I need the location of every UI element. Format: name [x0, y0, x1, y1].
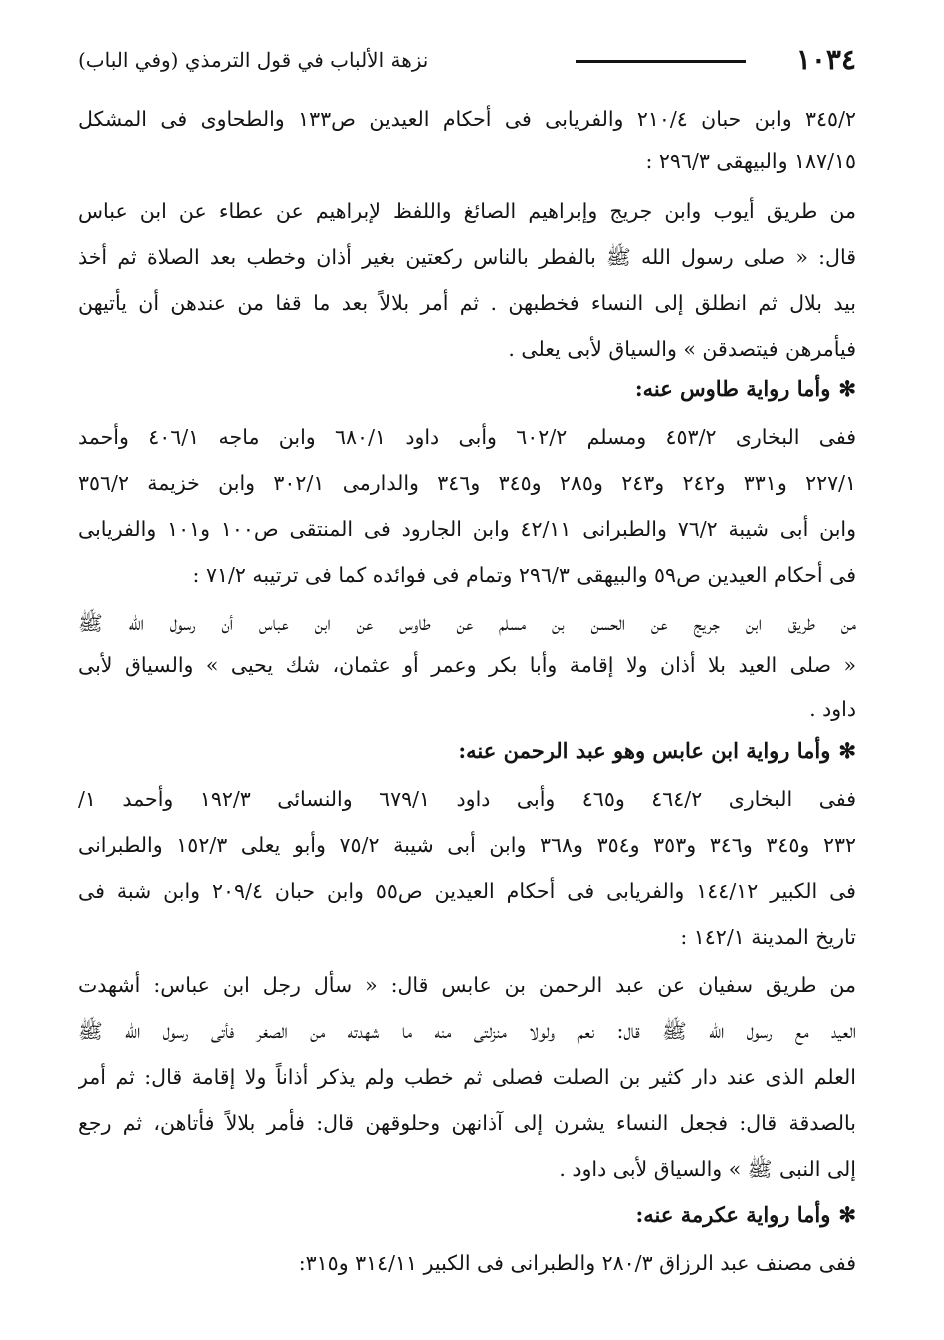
- asterisk-icon: ✻: [838, 1202, 856, 1227]
- header-rule: [576, 60, 746, 63]
- text-line: تاريخ المدينة ١٤٢/١ :: [680, 925, 856, 949]
- text-line: ففى مصنف عبد الرزاق ٢٨٠/٣ والطبرانى فى الكبير ٣١٤/١١ و٣١٥:: [298, 1251, 856, 1275]
- text-line: ٣٤٥/٢ وابن حبان ٢١٠/٤ والفريابى فى أحكام العيدين ص١٣٣ والطحاوى فى المشكل: [78, 107, 856, 131]
- text-line: ففى البخارى ٤٦٤/٢ و٤٦٥ وأبى داود ٦٧٩/١ والنسائى ١٩٢/٣ وأحمد ١/: [78, 787, 856, 811]
- text-line: ففى البخارى ٤٥٣/٢ ومسلم ٦٠٢/٢ وأبى داود ٦٨٠/١ وابن ماجه ٤٠٦/١ وأحمد: [78, 425, 856, 449]
- page-number: ١٠٣٤: [795, 43, 856, 76]
- text-line: بيد بلال ثم انطلق إلى النساء فخطبهن . ثم أمر بلالاً بعد ما قفا من عندهن أن يأتيهن: [78, 291, 856, 315]
- text-line: فى الكبير ١٤٤/١٢ والفريابى فى أحكام العيدين ص٥٥ وابن حبان ٢٠٩/٤ وابن شبة فى: [78, 879, 856, 903]
- heading-text: وأما رواية طاوس عنه:: [634, 376, 831, 401]
- text-line: قال: « صلى رسول الله ﷺ بالفطر بالناس ركعتين بغير أذان وخطب بعد الصلاة ثم أخذ: [78, 245, 856, 269]
- section-heading-tawus: [78, 364, 856, 414]
- heading-text: وأما رواية ابن عابس وهو عبد الرحمن عنه:: [458, 738, 831, 763]
- section-heading-ibn-abis: [78, 726, 856, 776]
- text-line: داود .: [809, 697, 856, 721]
- text-line: ٢٢٧/١ و٣٣١ و٢٤٢ و٢٤٣ و٢٨٥ و٣٤٥ و٣٤٦ والدارمى ٣٠٢/١ وابن خزيمة ٣٥٦/٢: [78, 471, 856, 495]
- book-title: نزهة الألباب في قول الترمذي (وفي الباب): [78, 48, 429, 72]
- text-line: العيد مع رسول الله ﷺ قال: نعم ولولا منزلتى منه ما شهدته من الصغر فأتى رسول الله ﷺ: [78, 1019, 856, 1043]
- text-line: وابن أبى شيبة ٧٦/٢ والطبرانى ٤٢/١١ وابن الجارود فى المنتقى ص١٠٠ و١٠١ والفريابى: [78, 517, 856, 541]
- text-line: العلم الذى عند دار كثير بن الصلت فصلى ثم خطب ولم يذكر أذاناً ولا إقامة قال: ثم أمر: [78, 1065, 856, 1089]
- page-header: [78, 38, 856, 82]
- text-line: إلى النبى ﷺ » والسياق لأبى داود .: [559, 1157, 856, 1181]
- text-line: « صلى العيد بلا أذان ولا إقامة وأبا بكر وعمر أو عثمان، شك يحيى » والسياق لأبى: [78, 653, 856, 677]
- text-line: من طريق ابن جريج عن الحسن بن مسلم عن طاوس عن ابن عباس أن رسول الله ﷺ: [78, 611, 856, 635]
- section-heading-ikrima: [78, 1190, 856, 1240]
- text-line: فى أحكام العيدين ص٥٩ والبيهقى ٢٩٦/٣ وتمام فى فوائده كما فى ترتيبه ٧١/٢ :: [192, 563, 856, 587]
- text-line: فيأمرهن فيتصدقن » والسياق لأبى يعلى .: [508, 337, 856, 361]
- heading-text: وأما رواية عكرمة عنه:: [635, 1202, 831, 1227]
- text-line: من طريق أيوب وابن جريج وإبراهيم الصائغ واللفظ لإبراهيم عن عطاء عن ابن عباس: [78, 199, 856, 223]
- text-line: ١٨٧/١٥ والبيهقى ٢٩٦/٣ :: [645, 149, 856, 173]
- text-line: بالصدقة قال: فجعل النساء يشرن إلى آذانهن وحلوقهن قال: فأمر بلالاً فأتاهن، ثم رجع: [78, 1111, 856, 1135]
- text-line: من طريق سفيان عن عبد الرحمن بن عابس قال: « سأل رجل ابن عباس: أشهدت: [78, 973, 856, 997]
- text-line: ٢٣٢ و٣٤٥ و٣٤٦ و٣٥٣ و٣٥٤ و٣٦٨ وابن أبى شيبة ٧٥/٢ وأبو يعلى ١٥٢/٣ والطبرانى: [78, 833, 856, 857]
- asterisk-icon: ✻: [838, 376, 856, 401]
- asterisk-icon: ✻: [838, 738, 856, 763]
